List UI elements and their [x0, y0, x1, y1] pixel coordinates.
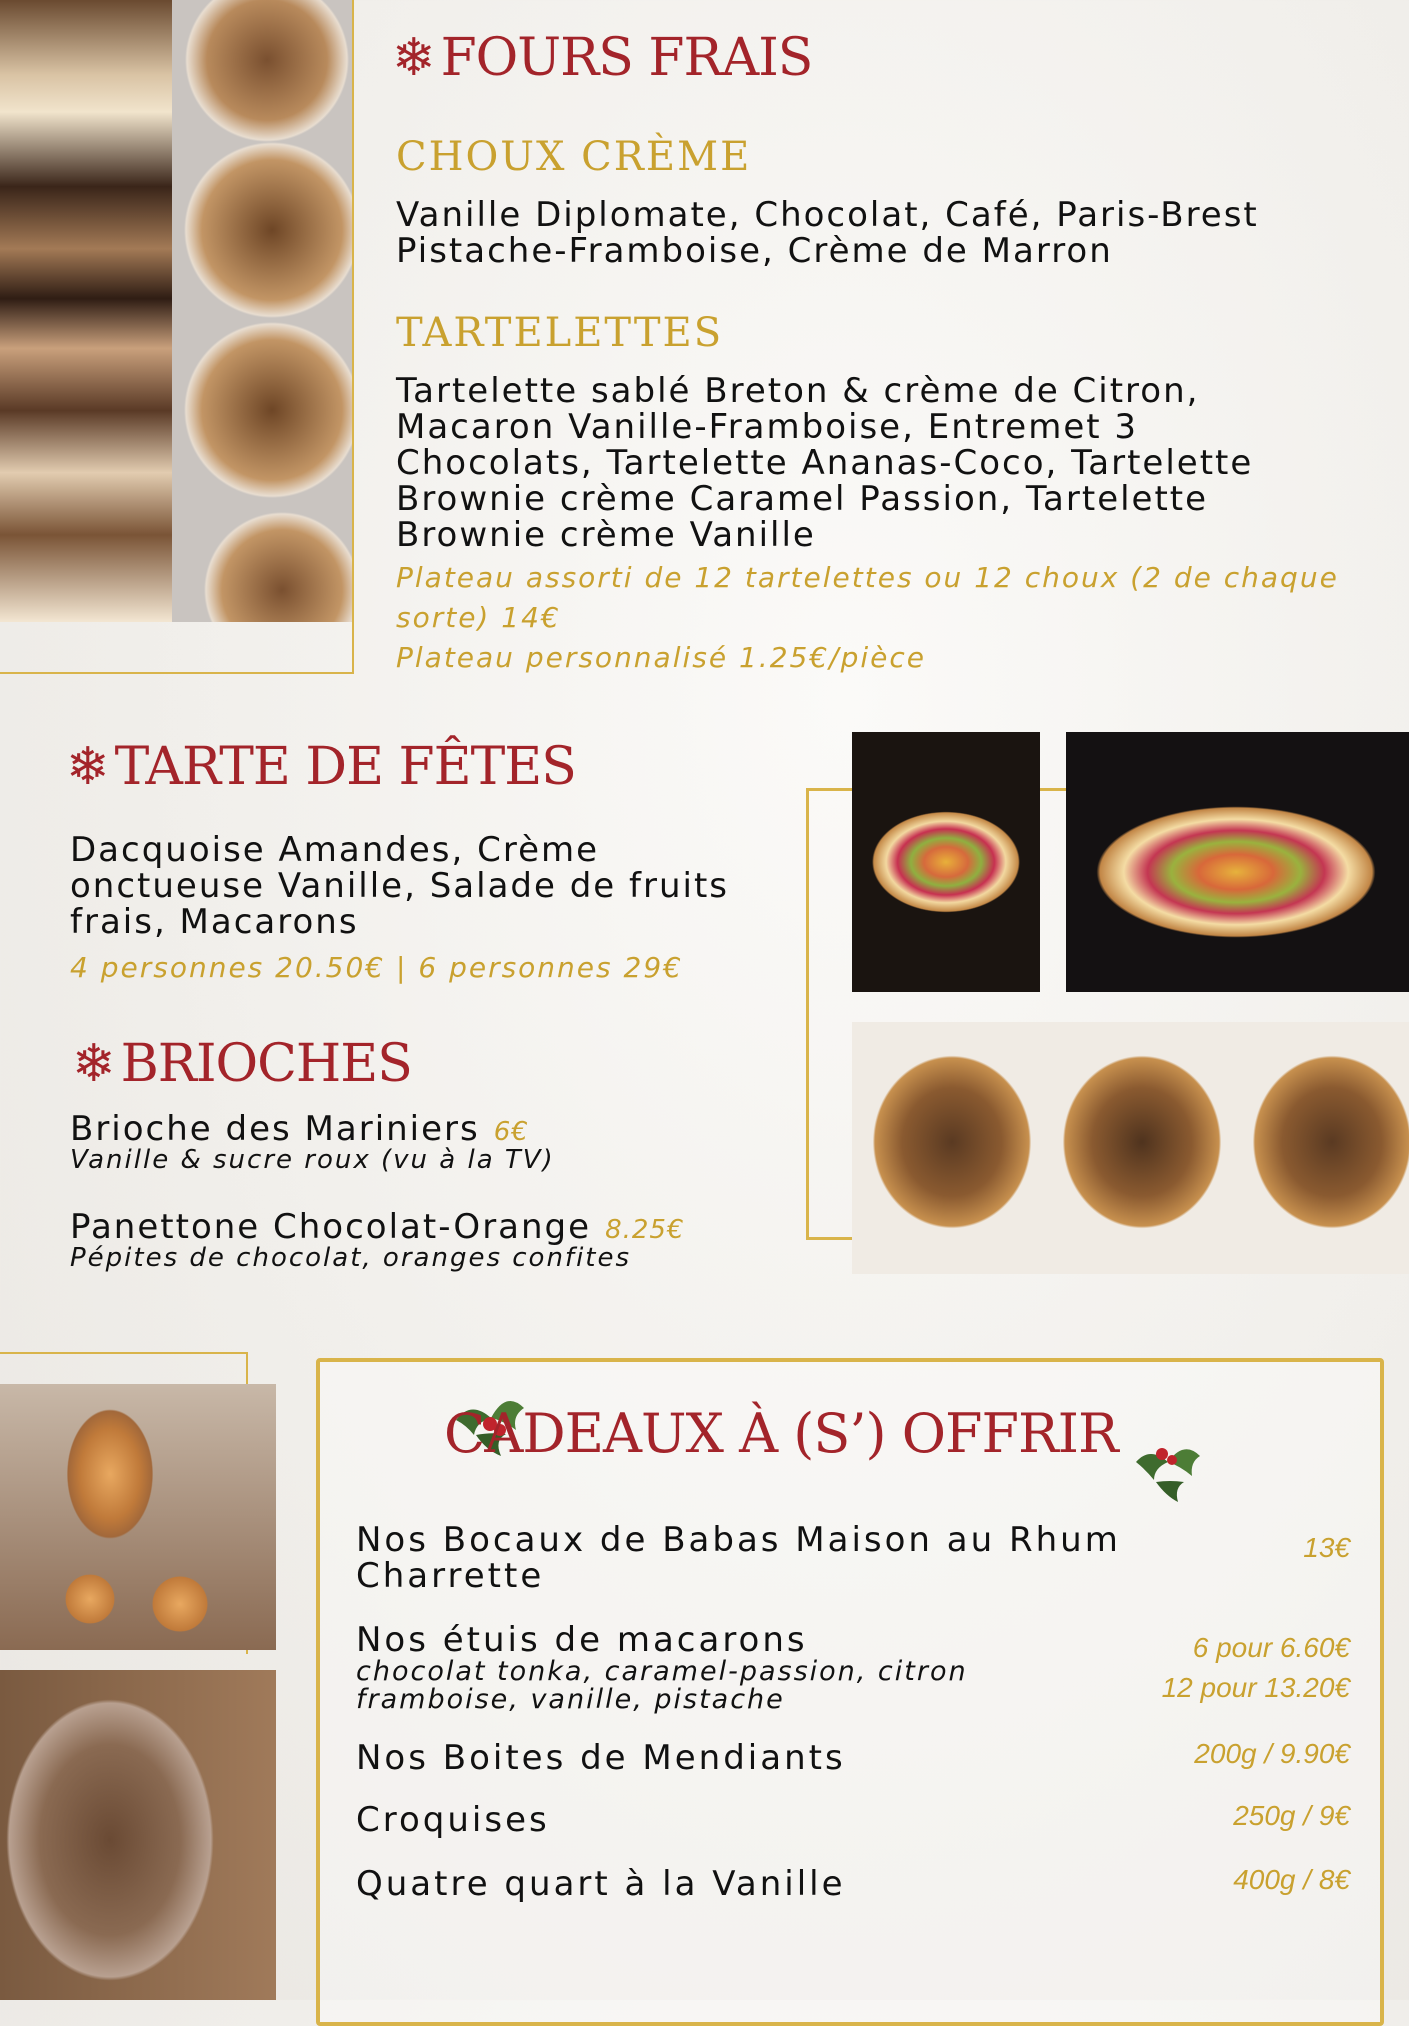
- gift-price: [1162, 1628, 1350, 1708]
- tartelettes-prices: [396, 558, 1339, 678]
- pastries-photo: [0, 0, 180, 622]
- snowflake-icon: ❄: [66, 737, 109, 797]
- plateau-assorti-price: Plateau assorti de 12 tartelettes ou 12 choux (2 de chaque: [396, 561, 1339, 594]
- gift-price-line: 13€: [1303, 1532, 1350, 1563]
- tarte-fetes-title-text: TARTE DE FÊTES: [114, 737, 576, 797]
- tarte-fetes-price: 4 personnes 20.50€ | 6 personnes 29€: [70, 951, 683, 984]
- gift-price: [1233, 1860, 1350, 1900]
- gift-name-line: Nos Bocaux de Babas Maison au Rhum: [356, 1520, 1121, 1560]
- gift-price-line: 400g / 8€: [1233, 1864, 1350, 1895]
- brioches-title-text: BRIOCHES: [120, 1034, 412, 1094]
- tarte-fetes-line: frais, Macarons: [70, 902, 359, 942]
- brioche-price: 6€: [493, 1117, 529, 1147]
- gift-price-line: 12 pour 13.20€: [1161, 1672, 1350, 1703]
- gift-name-line: Quatre quart à la Vanille: [356, 1864, 846, 1904]
- panettone-name: Panettone Chocolat-Orange: [70, 1207, 592, 1247]
- gift-sub-line: chocolat tonka, caramel-passion, citron: [356, 1656, 968, 1687]
- gift-item: [356, 1740, 1356, 1776]
- choux-creme-title: CHOUX CRÈME: [396, 134, 752, 180]
- tartelettes-title: TARTELETTES: [396, 310, 724, 356]
- panettone-item: [70, 1207, 685, 1273]
- brioches-title: [72, 1034, 412, 1094]
- mendiants-bag-photo: [0, 1670, 276, 2000]
- gift-item: [356, 1802, 1356, 1838]
- tarte-fetes-line: onctueuse Vanille, Salade de fruits: [70, 866, 730, 906]
- brioche-item: [70, 1109, 555, 1175]
- choux-line: Vanille Diplomate, Chocolat, Café, Paris-Brest: [396, 195, 1259, 235]
- tartelettes-line: Brownie crème Vanille: [396, 515, 816, 555]
- tarte-fetes-line: Dacquoise Amandes, Crème: [70, 830, 600, 870]
- snowflake-icon: ❄: [72, 1034, 115, 1094]
- tartelettes-line: Tartelette sablé Breton & crème de Citron,: [396, 371, 1200, 411]
- walnut-tarts-photo: [172, 0, 352, 622]
- gift-price-line: 6 pour 6.60€: [1192, 1632, 1350, 1663]
- tartelettes-list: [396, 373, 1253, 553]
- gift-name-line: Nos étuis de macarons: [356, 1620, 808, 1660]
- plateau-personnalise-price: Plateau personnalisé 1.25€/pièce: [396, 641, 926, 674]
- choux-line: Pistache-Framboise, Crème de Marron: [396, 231, 1113, 271]
- babas-jars-photo: [0, 1384, 276, 1650]
- tartelettes-line: Macaron Vanille-Framboise, Entremet 3: [396, 407, 1139, 447]
- gift-name-line: Croquises: [356, 1800, 550, 1840]
- tartelettes-line: Chocolats, Tartelette Ananas-Coco, Tartelette: [396, 443, 1254, 483]
- gift-item: [356, 1866, 1356, 1902]
- macaron-tart-photo-2: [1066, 732, 1409, 992]
- panettone-desc: Pépites de chocolat, oranges confites: [70, 1243, 632, 1273]
- snowflake-icon: ❄: [392, 28, 435, 88]
- cadeaux-title: CADEAUX À (S’) OFFRIR: [444, 1402, 1118, 1465]
- fours-frais-title-text: FOURS FRAIS: [440, 28, 813, 88]
- plateau-assorti-price: sorte) 14€: [396, 601, 561, 634]
- macaron-tart-photo-1: [852, 732, 1040, 992]
- gift-price: [1233, 1796, 1350, 1836]
- gift-sub-line: framboise, vanille, pistache: [356, 1684, 785, 1715]
- gift-price: [1194, 1734, 1350, 1774]
- brioche-desc: Vanille & sucre roux (vu à la TV): [70, 1145, 555, 1175]
- panettone-price: 8.25€: [605, 1215, 685, 1245]
- brioche-name: Brioche des Mariniers: [70, 1109, 480, 1149]
- tarte-fetes-title: [66, 737, 576, 797]
- gift-price-line: 250g / 9€: [1233, 1800, 1350, 1831]
- brioche-photo: [852, 1022, 1409, 1274]
- gift-price: [1303, 1528, 1350, 1568]
- tartelettes-line: Brownie crème Caramel Passion, Tartelette: [396, 479, 1209, 519]
- fours-frais-title: [392, 28, 812, 88]
- gift-item: [356, 1622, 1356, 1714]
- gift-name-line: Charrette: [356, 1556, 545, 1596]
- tarte-fetes-desc: [70, 832, 729, 940]
- gift-price-line: 200g / 9.90€: [1194, 1738, 1350, 1769]
- gift-item: [356, 1522, 1356, 1594]
- gift-name-line: Nos Boites de Mendiants: [356, 1738, 846, 1778]
- choux-creme-list: [396, 197, 1259, 269]
